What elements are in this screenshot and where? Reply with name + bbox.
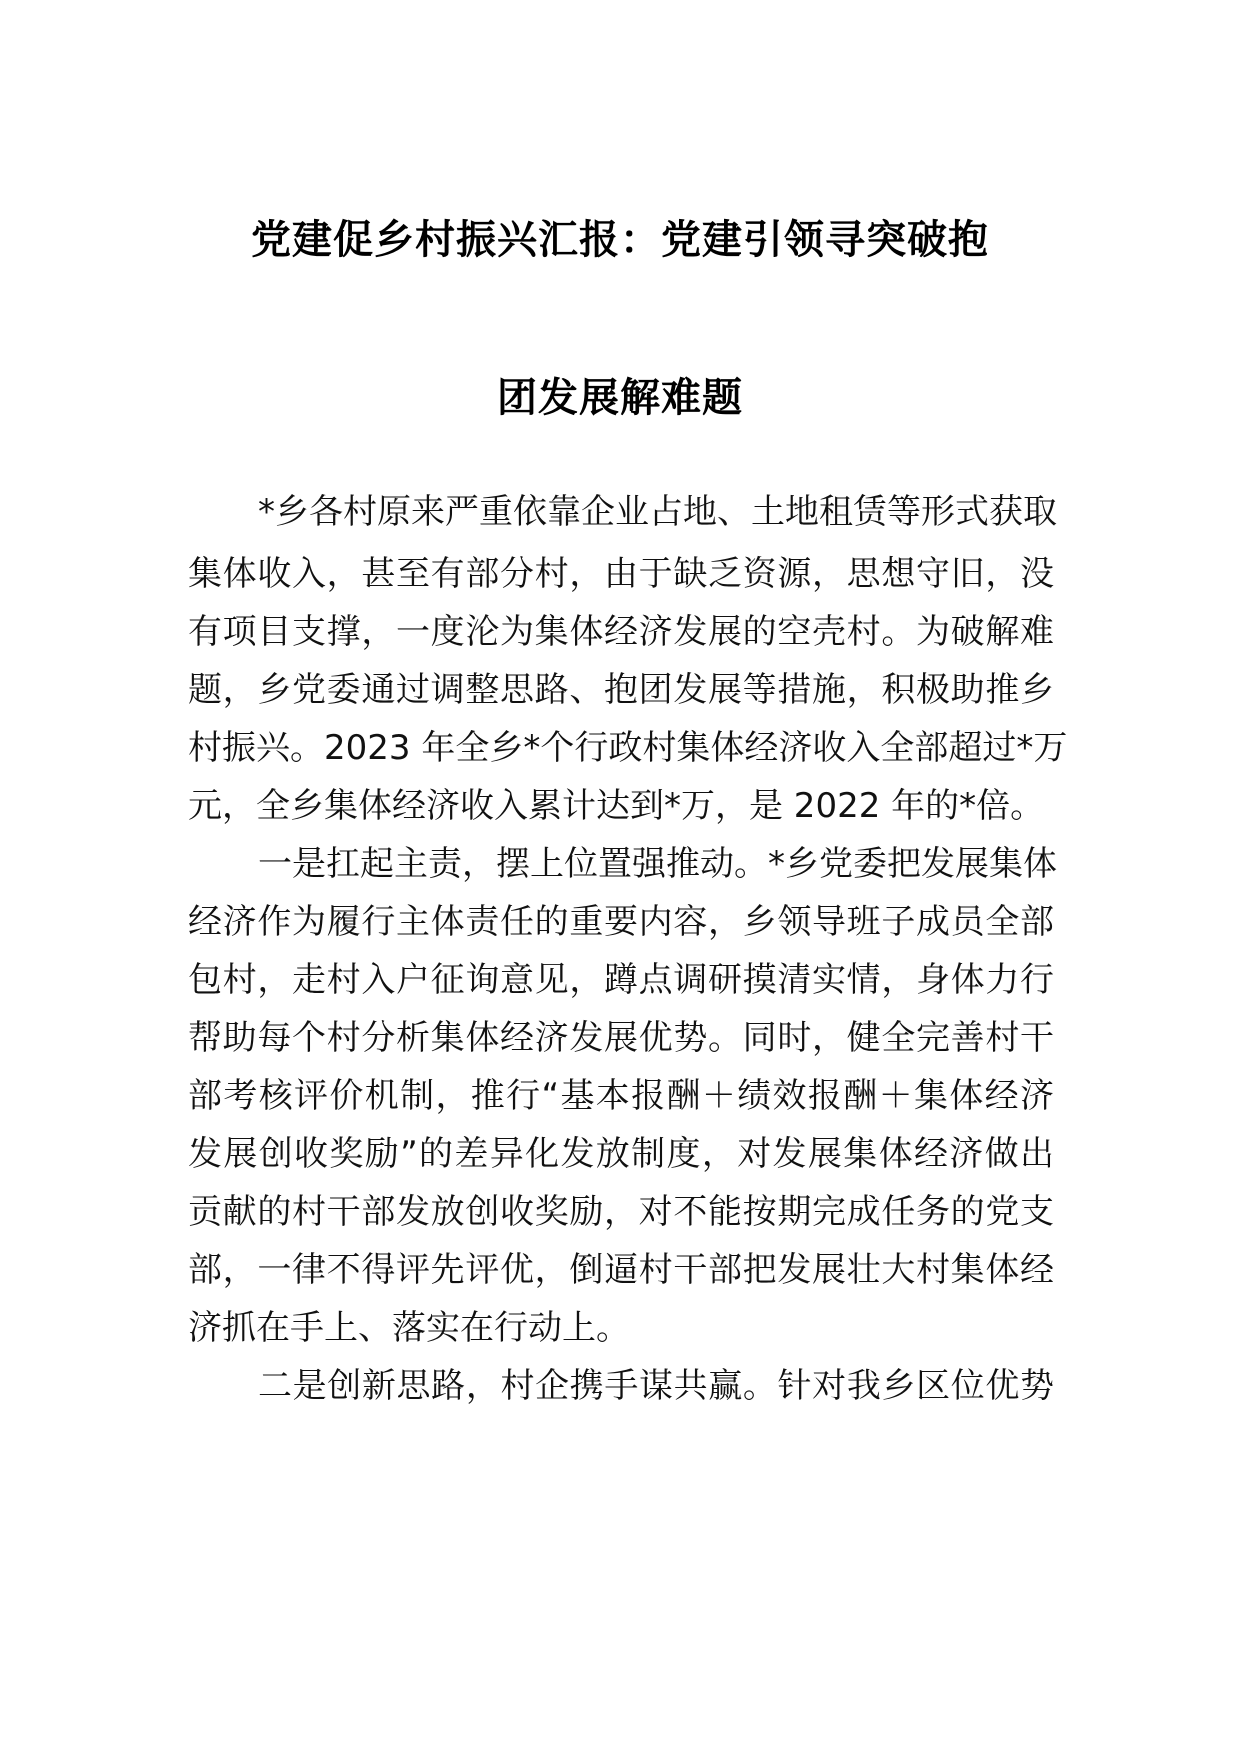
paragraph-2-line-5: 部考核评价机制，推行“基本报酬＋绩效报酬＋集体经济 — [188, 1076, 1054, 1116]
paragraph-2-line-8: 部，一律不得评先评优，倒逼村干部把发展壮大村集体经 — [188, 1250, 1054, 1290]
paragraph-2-line-9: 济抓在手上、落实在行动上。 — [188, 1308, 630, 1348]
document-title-line-2: 团发展解难题 — [497, 375, 743, 421]
paragraph-2-line-3: 包村，走村入户征询意见，蹲点调研摸清实情，身体力行 — [188, 960, 1054, 1000]
paragraph-2-line-1: 一是扛起主责，摆上位置强推动。*乡党委把发展集体 — [258, 844, 1057, 884]
paragraph-1-line-3: 有项目支撑，一度沦为集体经济发展的空壳村。为破解难 — [188, 612, 1054, 652]
paragraph-2-line-2: 经济作为履行主体责任的重要内容，乡领导班子成员全部 — [188, 902, 1054, 942]
paragraph-1-line-1: *乡各村原来严重依靠企业占地、土地租赁等形式获取 — [258, 492, 1057, 532]
paragraph-2-line-4: 帮助每个村分析集体经济发展优势。同时，健全完善村干 — [188, 1018, 1054, 1058]
paragraph-3-line-1: 二是创新思路，村企携手谋共赢。针对我乡区位优势 — [258, 1366, 1054, 1406]
paragraph-2-line-7: 贡献的村干部发放创收奖励，对不能按期完成任务的党支 — [188, 1192, 1054, 1232]
paragraph-1-line-6: 元，全乡集体经济收入累计达到*万，是 2022 年的*倍。 — [188, 786, 1045, 826]
document-title-line-1: 党建促乡村振兴汇报：党建引领寻突破抱 — [251, 217, 989, 263]
paragraph-1-line-2: 集体收入，甚至有部分村，由于缺乏资源，思想守旧，没 — [188, 554, 1054, 594]
paragraph-2-line-6: 发展创收奖励”的差异化发放制度，对发展集体经济做出 — [188, 1134, 1054, 1174]
paragraph-1-line-4: 题，乡党委通过调整思路、抱团发展等措施，积极助推乡 — [188, 670, 1054, 710]
paragraph-1-line-5: 村振兴。2023 年全乡*个行政村集体经济收入全部超过*万 — [188, 728, 1068, 768]
